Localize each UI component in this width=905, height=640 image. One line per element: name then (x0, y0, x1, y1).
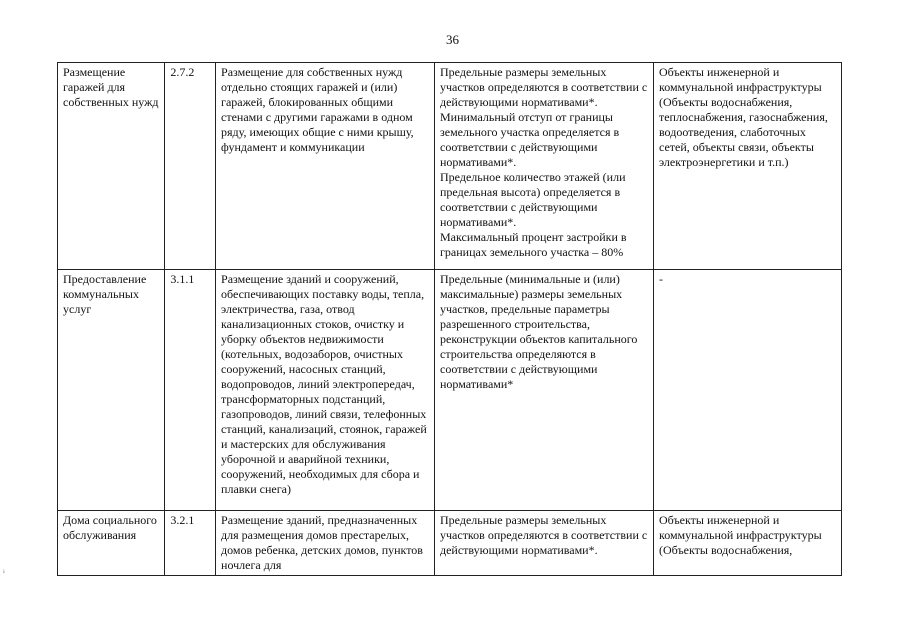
use-name-cell: Предоставление коммунальных услуг (58, 270, 165, 511)
parameter-text: Максимальный процент застройки в границах земельного участка – 80% (440, 230, 627, 259)
use-name-cell: Дома социального обслуживания (58, 511, 165, 576)
conditions-cell: Объекты инженерной и коммунальной инфраструктуры (Объекты водоснабжения, теплоснабжения, газоснабжения, водоотведения, слаботочных сетей, объекты связи, объекты электроэнергетики и т.п.) (653, 63, 841, 270)
use-code-cell: 3.2.1 (165, 511, 216, 576)
parameter-text: Предельное количество этажей (или предельная высота) определяется в соответствии с действующими нормативами*. (440, 170, 626, 229)
parameters-cell (435, 511, 654, 576)
table-row (58, 511, 842, 576)
parameters-cell (435, 270, 654, 511)
parameter-text: Предельные размеры земельных участков определяются в соответствии с действующими нормативами*. (440, 513, 648, 557)
use-code-cell: 2.7.2 (165, 63, 216, 270)
conditions-cell: - (653, 270, 841, 511)
use-name-cell: Размещение гаражей для собственных нужд (58, 63, 165, 270)
conditions-cell: Объекты инженерной и коммунальной инфраструктуры (Объекты водоснабжения, (653, 511, 841, 576)
page-number: 36 (446, 32, 459, 47)
use-code-cell: 3.1.1 (165, 270, 216, 511)
table-row (58, 270, 842, 511)
parameter-text: Предельные (минимальные и (или) максимальные) размеры земельных участков, предельные параметры разрешенного строительства, реконструкции объектов капитального строительства определяются в соответствии с действующими нормативами* (440, 272, 638, 391)
use-description-cell: Размещение зданий и сооружений, обеспечивающих поставку воды, тепла, электричества, газа, отвод канализационных стоков, очистку и уборку объектов недвижимости (котельных, водозаборов, очистных сооружений, насосных станций, водопроводов, линий электропередач, трансформаторных подстанций, газопроводов, линий связи, телефонных станций, канализаций, стоянок, гаражей и мастерских для обслуживания уборочной и аварийной техники, сооружений, необходимых для сбора и плавки снега) (216, 270, 435, 511)
parameters-cell (435, 63, 654, 270)
parameter-text: Предельные размеры земельных участков определяются в соответствии с действующими нормативами*. (440, 65, 648, 109)
land-use-table (57, 62, 842, 576)
use-description-cell: Размещение зданий, предназначенных для размещения домов престарелых, домов ребенка, детских домов, пунктов ночлега для (216, 511, 435, 576)
parameter-text: Минимальный отступ от границы земельного участка определяется в соответствии с действующими нормативами*. (440, 110, 620, 169)
use-description-cell: Размещение для собственных нужд отдельно стоящих гаражей и (или) гаражей, блокированных общими стенами с другими гаражами в одном ряду, имеющих общие с ними крышу, фундамент и коммуникации (216, 63, 435, 270)
table-row (58, 63, 842, 270)
scan-margin-mark: ⁱ (3, 568, 5, 578)
